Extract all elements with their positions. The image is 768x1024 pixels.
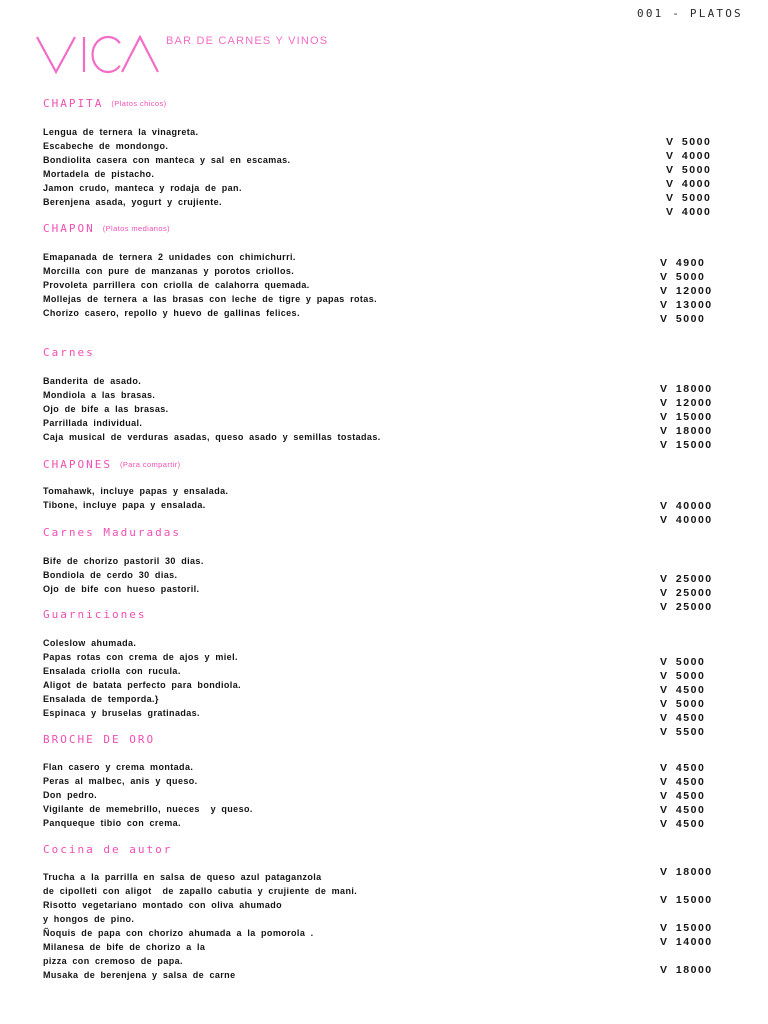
brand-tagline: BAR DE CARNES Y VINOS	[166, 35, 329, 47]
dish-line: Jamon crudo, manteca y rodaja de pan.	[43, 183, 242, 193]
vica-logo	[30, 32, 162, 76]
dish-price: V 5000	[666, 164, 712, 176]
section-subtitle: (Para compartir)	[119, 460, 181, 469]
dish-line: Mondiola a las brasas.	[43, 390, 156, 400]
dish-line: Banderita de asado.	[43, 376, 142, 386]
dish-list	[43, 760, 253, 830]
dish-price: V 5000	[660, 670, 706, 682]
dish-line: Mollejas de ternera a las brasas con leche de tigre y papas rotas.	[43, 294, 378, 304]
dish-list	[43, 250, 377, 320]
dish-price: V 14000	[660, 936, 713, 948]
dish-line: de cipolleti con aligot de zapallo cabutia y crujiente de mani.	[43, 886, 358, 896]
dish-price: V 4500	[660, 776, 706, 788]
dish-price: V 4500	[660, 790, 706, 802]
dish-line: Emapanada de ternera 2 unidades con chimichurri.	[43, 252, 296, 262]
dish-price: V 4000	[666, 206, 712, 218]
dish-line: y hongos de pino.	[43, 914, 135, 924]
dish-price: V 25000	[660, 587, 713, 599]
dish-line: Aligot de batata perfecto para bondiola.	[43, 680, 242, 690]
price-list	[660, 655, 705, 739]
dish-line: Provoleta parrillera con criolla de calahorra quemada.	[43, 280, 310, 290]
dish-line: Milanesa de bife de chorizo a la	[43, 942, 206, 952]
dish-line: Tomahawk, incluye papas y ensalada.	[43, 486, 229, 496]
dish-line: Ensalada criolla con rucula.	[43, 666, 181, 676]
dish-line: Bondiolita casera con manteca y sal en escamas.	[43, 155, 291, 165]
dish-price: V 4500	[660, 818, 706, 830]
dish-line: Ojo de bife a las brasas.	[43, 404, 169, 414]
section-title: Guarniciones	[43, 608, 147, 621]
section-title: BROCHE DE ORO	[43, 733, 156, 746]
dish-list	[43, 636, 241, 720]
section-title: CHAPON	[43, 222, 95, 235]
section-subtitle: (Platos medianos)	[102, 224, 170, 233]
dish-line: Mortadela de pistacho.	[43, 169, 155, 179]
dish-price: V 18000	[660, 964, 713, 976]
dish-price: V 5500	[660, 726, 706, 738]
dish-line: Espinaca y bruselas gratinadas.	[43, 708, 200, 718]
dish-line: Berenjena asada, yogurt y crujiente.	[43, 197, 222, 207]
dish-line: Trucha a la parrilla en salsa de queso azul pataganzola	[43, 872, 322, 882]
dish-price: V 4000	[666, 150, 712, 162]
section-heading	[43, 345, 95, 360]
dish-line: Peras al malbec, anis y queso.	[43, 776, 198, 786]
dish-price: V 4000	[666, 178, 712, 190]
dish-price: V 4500	[660, 762, 706, 774]
dish-line: Tibone, incluye papa y ensalada.	[43, 500, 206, 510]
dish-line: Ensalada de temporda.}	[43, 694, 159, 704]
price-list	[660, 256, 713, 326]
section-title: CHAPITA	[43, 97, 104, 110]
dish-line: Escabeche de mondongo.	[43, 141, 169, 151]
price-list	[660, 572, 713, 614]
dish-line: Caja musical de verduras asadas, queso asado y semillas tostadas.	[43, 432, 381, 442]
dish-price: V 4500	[660, 712, 706, 724]
dish-price: V 15000	[660, 894, 713, 906]
dish-line: Don pedro.	[43, 790, 97, 800]
price-list	[666, 135, 711, 219]
dish-price: V 5000	[666, 136, 712, 148]
dish-price: V 40000	[660, 514, 713, 526]
price-list	[660, 382, 713, 452]
logo-letter-v	[37, 37, 75, 72]
dish-price: V 18000	[660, 866, 713, 878]
dish-line: pizza con cremoso de papa.	[43, 956, 183, 966]
dish-price: V 4900	[660, 257, 706, 269]
dish-line: Vigilante de memebrillo, nueces y queso.	[43, 804, 253, 814]
dish-price: V 13000	[660, 299, 713, 311]
dish-price: V 5000	[666, 192, 712, 204]
dish-price: V 18000	[660, 425, 713, 437]
dish-list	[43, 554, 204, 596]
dish-price: V 5000	[660, 271, 706, 283]
dish-line: Morcilla con pure de manzanas y porotos criollos.	[43, 266, 295, 276]
section-title: CHAPONES	[43, 458, 112, 471]
dish-price: V 4500	[660, 684, 706, 696]
dish-price: V 15000	[660, 922, 713, 934]
dish-line: Musaka de berenjena y salsa de carne	[43, 970, 236, 980]
dish-price: V 12000	[660, 285, 713, 297]
dish-line: Bondiola de cerdo 30 dias.	[43, 570, 178, 580]
price-list	[660, 865, 713, 977]
dish-line: Chorizo casero, repollo y huevo de gallinas felices.	[43, 308, 300, 318]
dish-price: V 15000	[660, 411, 713, 423]
dish-list	[43, 125, 290, 209]
dish-price: V 40000	[660, 500, 713, 512]
dish-price: V 5000	[660, 313, 706, 325]
section-heading	[43, 525, 181, 540]
logo-letter-a	[122, 37, 158, 72]
dish-price: V 25000	[660, 573, 713, 585]
dish-line: Panqueque tibio con crema.	[43, 818, 181, 828]
dish-price: V 4500	[660, 804, 706, 816]
dish-price: V 5000	[660, 698, 706, 710]
section-heading	[43, 96, 167, 112]
logo-letter-c	[93, 37, 120, 72]
section-heading	[43, 221, 170, 237]
section-heading	[43, 457, 181, 473]
dish-price: V 25000	[660, 601, 713, 613]
section-heading	[43, 842, 172, 857]
dish-line: Parrillada individual.	[43, 418, 143, 428]
dish-line: Bife de chorizo pastoril 30 dias.	[43, 556, 204, 566]
section-subtitle: (Platos chicos)	[111, 99, 167, 108]
dish-price: V 5000	[660, 656, 706, 668]
page-label: 001 - PLATOS	[637, 7, 743, 20]
section-heading	[43, 607, 146, 622]
section-heading	[43, 732, 155, 747]
dish-line: Lengua de ternera la vinagreta.	[43, 127, 199, 137]
section-title: Cocina de autor	[43, 843, 173, 856]
dish-price: V 18000	[660, 383, 713, 395]
dish-line: Risotto vegetariano montado con oliva ahumado	[43, 900, 283, 910]
dish-list	[43, 484, 228, 512]
dish-line: Coleslow ahumada.	[43, 638, 137, 648]
dish-price: V 12000	[660, 397, 713, 409]
dish-line: Papas rotas con crema de ajos y miel.	[43, 652, 238, 662]
dish-list	[43, 870, 357, 982]
dish-list	[43, 374, 381, 444]
dish-line: Ojo de bife con hueso pastoril.	[43, 584, 200, 594]
price-list	[660, 499, 713, 527]
dish-price: V 15000	[660, 439, 713, 451]
section-title: Carnes	[43, 346, 95, 359]
dish-line: Ñoquis de papa con chorizo ahumada a la pomorola .	[43, 928, 314, 938]
section-title: Carnes Maduradas	[43, 526, 181, 539]
dish-line: Flan casero y crema montada.	[43, 762, 194, 772]
price-list	[660, 761, 705, 831]
